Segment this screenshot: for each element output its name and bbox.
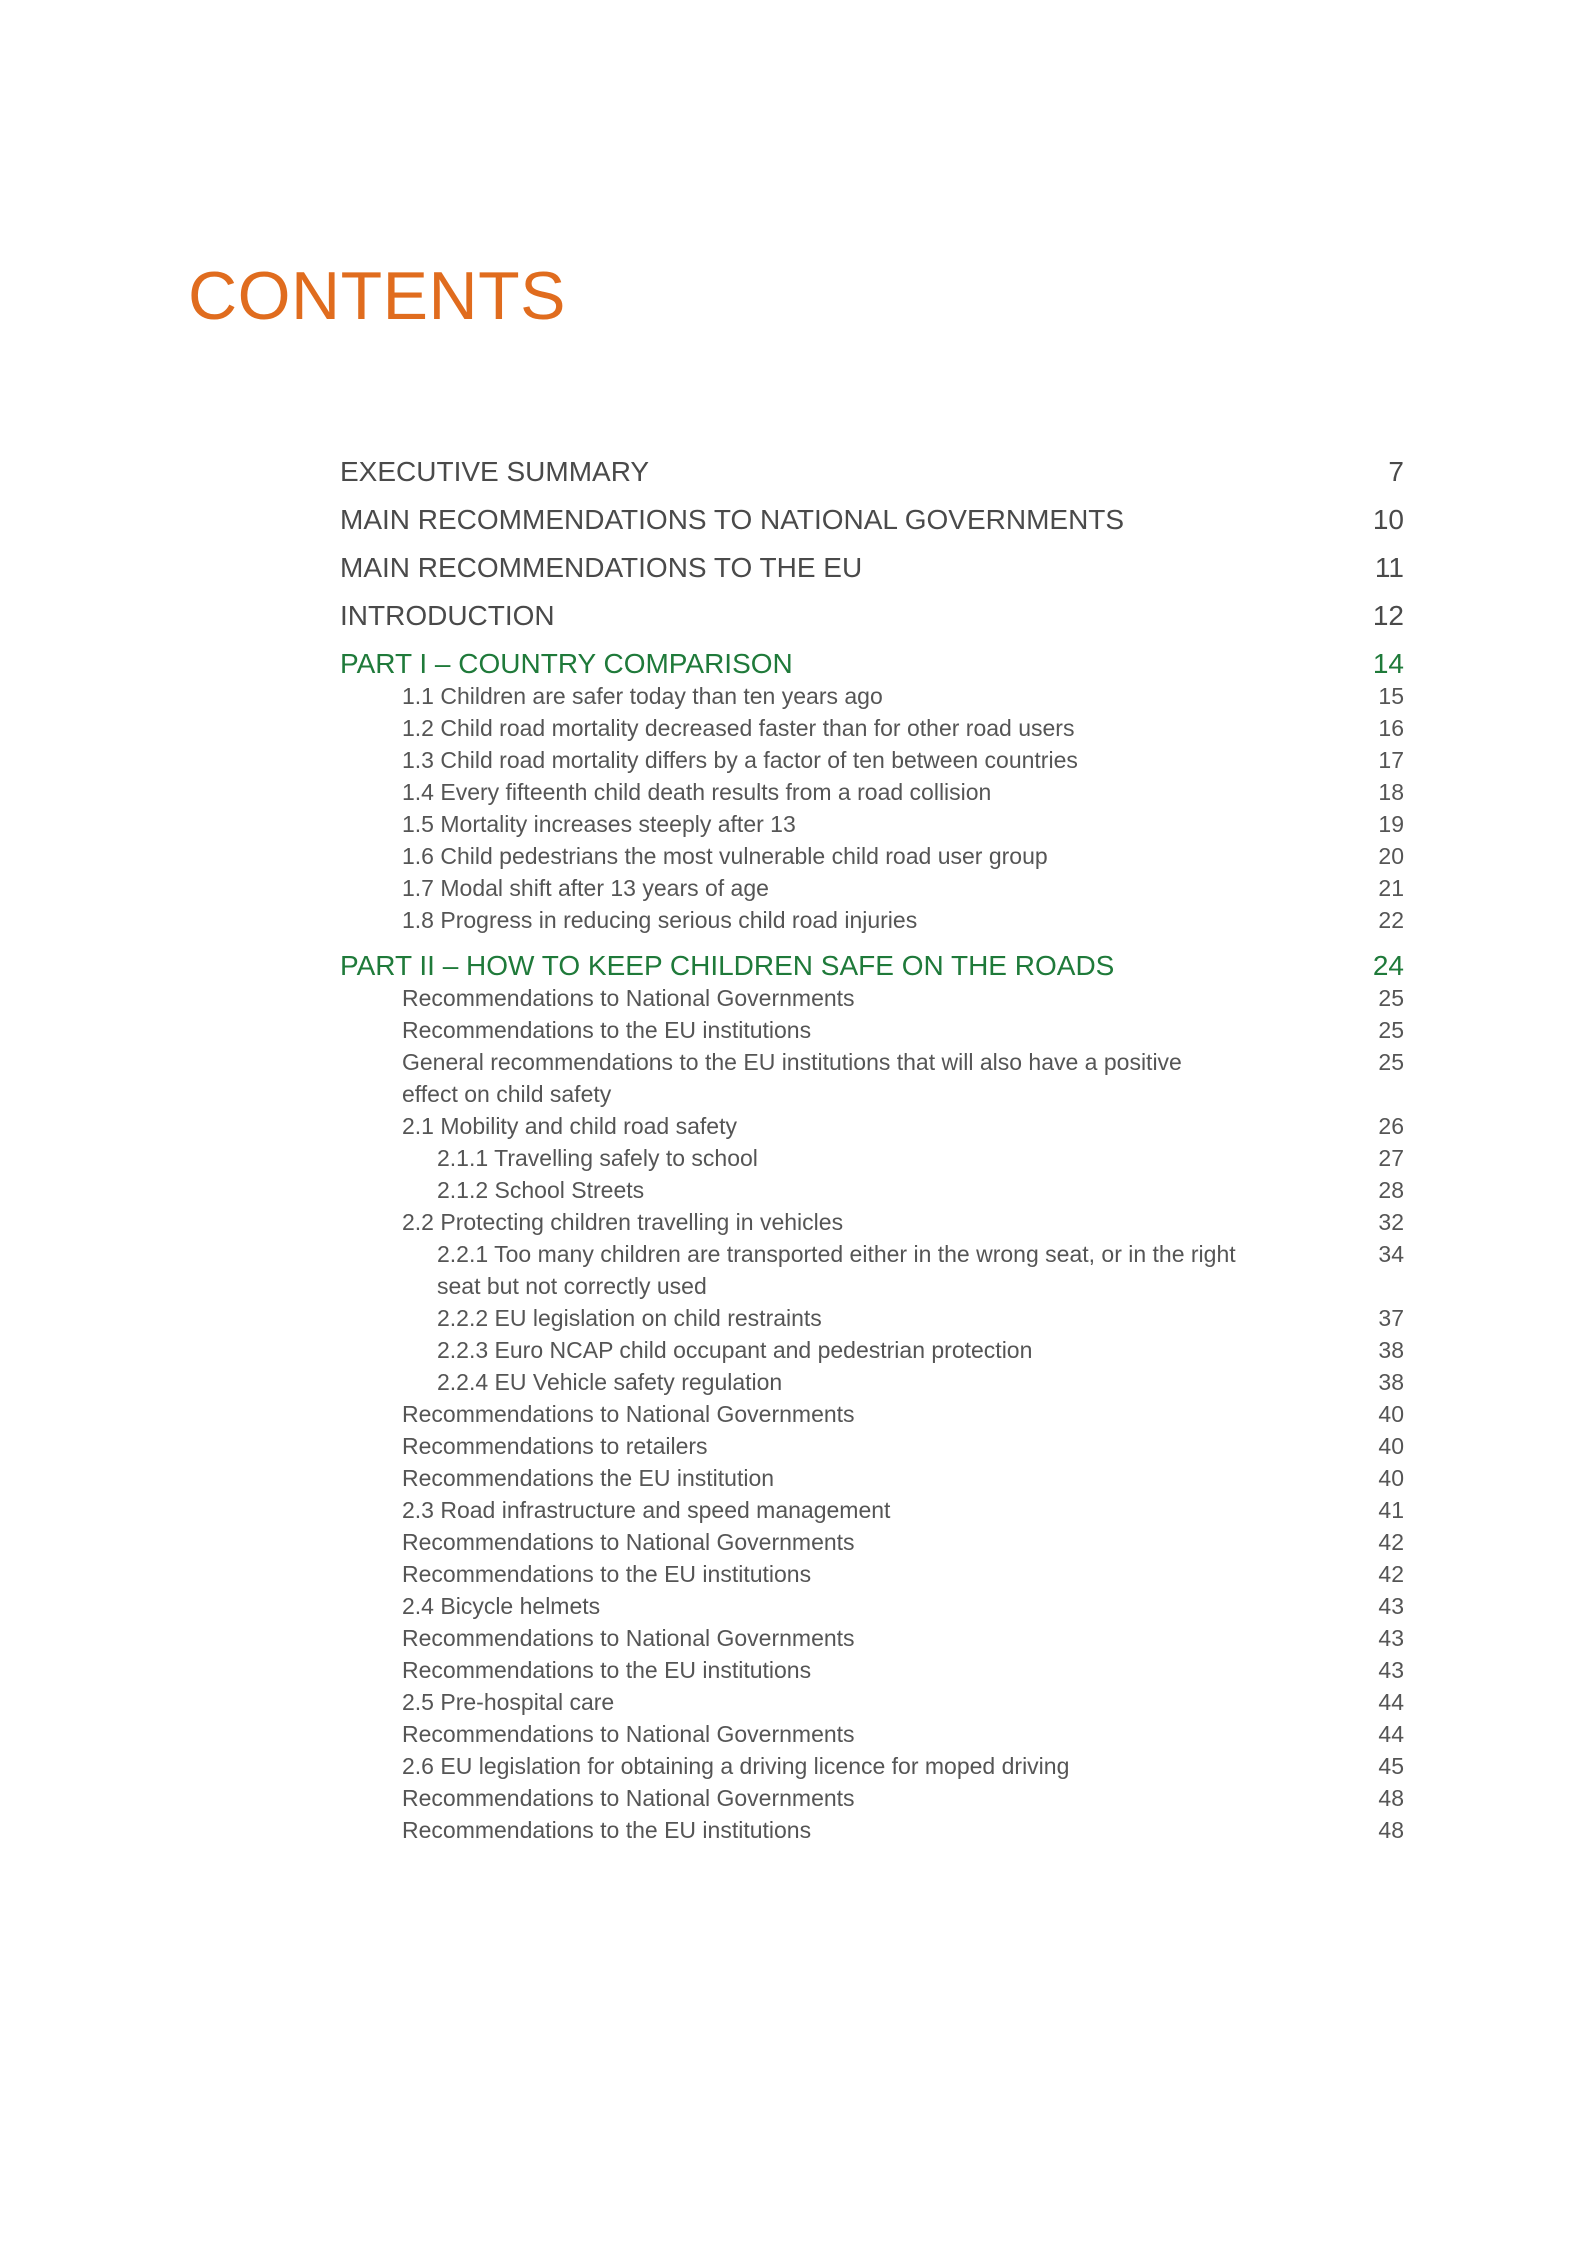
toc-entry-label: Recommendations to the EU institutions [402, 1017, 812, 1043]
toc-entry-label: Recommendations to the EU institutions [402, 1561, 812, 1587]
toc-entry[interactable] [340, 908, 1404, 952]
toc-entry-page-number: 25 [1378, 985, 1404, 1011]
toc-entry-page-number: 26 [1378, 1113, 1404, 1139]
toc-entry-label: 2.1 Mobility and child road safety [402, 1113, 737, 1139]
toc-entry-page-number: 40 [1378, 1465, 1404, 1491]
toc-entry-label: Recommendations to National Governments [402, 1625, 855, 1651]
toc-entry-page-number: 40 [1378, 1401, 1404, 1427]
toc-entry-page-number: 14 [1372, 648, 1404, 679]
toc-entry[interactable] [340, 1242, 1404, 1306]
toc-entry-page-number: 19 [1378, 811, 1404, 837]
toc-entry-page-number: 40 [1378, 1433, 1404, 1459]
toc-entry-label: 1.3 Child road mortality differs by a factor of ten between countries [402, 747, 1078, 773]
toc-entry-page-number: 42 [1378, 1561, 1404, 1587]
toc-entry-label: 1.4 Every fifteenth child death results from a road collision [402, 779, 992, 805]
toc-entry-label: Recommendations to National Governments [402, 1401, 855, 1427]
toc-entry-page-number: 27 [1378, 1145, 1404, 1171]
toc-entry-page-number: 11 [1374, 552, 1404, 583]
toc-entry-page-number: 43 [1378, 1593, 1404, 1619]
toc-entry-label: 2.4 Bicycle helmets [402, 1593, 601, 1619]
toc-entry-page-number: 25 [1378, 1049, 1404, 1075]
toc-entry-page-number: 37 [1378, 1305, 1404, 1331]
toc-entry-label: 2.3 Road infrastructure and speed management [402, 1497, 891, 1523]
toc-entry-label: 2.2.1 Too many children are transported either in the wrong seat, or in the right seat but not correctly used [437, 1241, 1236, 1299]
toc-entry-label: Recommendations to National Governments [402, 1529, 855, 1555]
toc-entry-label: Recommendations to National Governments [402, 1785, 855, 1811]
toc-entry-page-number: 32 [1378, 1209, 1404, 1235]
toc-entry-label: MAIN RECOMMENDATIONS TO NATIONAL GOVERNMENTS [340, 504, 1125, 535]
toc-entry-label: 2.2.2 EU legislation on child restraints [437, 1305, 822, 1331]
toc-entry-page-number: 12 [1372, 600, 1404, 631]
toc-entry-label: 2.2.3 Euro NCAP child occupant and pedestrian protection [437, 1337, 1033, 1363]
toc-entry-label: General recommendations to the EU institutions that will also have a positive effect on child safety [402, 1049, 1182, 1107]
toc-entry-label: 1.6 Child pedestrians the most vulnerable child road user group [402, 843, 1048, 869]
toc-entry-label: INTRODUCTION [340, 600, 555, 631]
toc-entry-label: Recommendations to retailers [402, 1433, 708, 1459]
toc-entry-page-number: 45 [1378, 1753, 1404, 1779]
toc-entry[interactable] [340, 602, 1404, 650]
toc-entry-page-number: 28 [1378, 1177, 1404, 1203]
toc-entry-page-number: 48 [1378, 1785, 1404, 1811]
toc-entry-label: 2.6 EU legislation for obtaining a driving licence for moped driving [402, 1753, 1070, 1779]
toc-entry-label: 1.1 Children are safer today than ten years ago [402, 683, 883, 709]
toc-entry-page-number: 43 [1378, 1657, 1404, 1683]
toc-entry-label: 1.2 Child road mortality decreased faster than for other road users [402, 715, 1075, 741]
toc-entry-page-number: 43 [1378, 1625, 1404, 1651]
toc-entry-label: 1.8 Progress in reducing serious child road injuries [402, 907, 918, 933]
toc-entry[interactable] [340, 1050, 1404, 1114]
toc-entry-page-number: 34 [1378, 1241, 1404, 1267]
toc-entry-page-number: 25 [1378, 1017, 1404, 1043]
toc-entry-page-number: 24 [1372, 950, 1404, 981]
toc-entry-label: Recommendations the EU institution [402, 1465, 775, 1491]
toc-entry[interactable] [340, 650, 1404, 684]
toc-entry-page-number: 7 [1388, 456, 1404, 487]
toc-entry-page-number: 41 [1378, 1497, 1404, 1523]
toc-entry-label: 1.5 Mortality increases steeply after 13 [402, 811, 796, 837]
toc-entry-page-number: 38 [1378, 1369, 1404, 1395]
toc-entry-label: PART II – HOW TO KEEP CHILDREN SAFE ON THE ROADS [340, 950, 1115, 981]
toc-entry-page-number: 44 [1378, 1721, 1404, 1747]
table-of-contents [340, 458, 1404, 1850]
toc-entry-label: Recommendations to the EU institutions [402, 1657, 812, 1683]
toc-entry-page-number: 42 [1378, 1529, 1404, 1555]
toc-entry-page-number: 10 [1372, 504, 1404, 535]
toc-entry-page-number: 16 [1378, 715, 1404, 741]
toc-entry[interactable] [340, 458, 1404, 506]
toc-entry-page-number: 21 [1378, 875, 1404, 901]
toc-entry-label: Recommendations to the EU institutions [402, 1817, 812, 1843]
toc-entry-page-number: 15 [1378, 683, 1404, 709]
toc-entry-page-number: 44 [1378, 1689, 1404, 1715]
toc-entry-page-number: 17 [1378, 747, 1404, 773]
toc-entry-label: 2.1.2 School Streets [437, 1177, 645, 1203]
toc-entry-page-number: 18 [1378, 779, 1404, 805]
toc-entry-label: 2.5 Pre-hospital care [402, 1689, 615, 1715]
toc-entry-page-number: 38 [1378, 1337, 1404, 1363]
toc-entry-label: 1.7 Modal shift after 13 years of age [402, 875, 769, 901]
page-title: CONTENTS [188, 258, 566, 334]
toc-entry[interactable] [340, 554, 1404, 602]
toc-entry-page-number: 20 [1378, 843, 1404, 869]
toc-entry-label: 2.1.1 Travelling safely to school [437, 1145, 758, 1171]
toc-entry-label: MAIN RECOMMENDATIONS TO THE EU [340, 552, 863, 583]
toc-entry-page-number: 22 [1378, 907, 1404, 933]
toc-entry-label: 2.2 Protecting children travelling in vehicles [402, 1209, 844, 1235]
toc-entry-label: EXECUTIVE SUMMARY [340, 456, 650, 487]
toc-entry[interactable] [340, 1818, 1404, 1850]
toc-entry-label: PART I – COUNTRY COMPARISON [340, 648, 793, 679]
toc-entry-label: Recommendations to National Governments [402, 1721, 855, 1747]
toc-entry-label: Recommendations to National Governments [402, 985, 855, 1011]
toc-entry[interactable] [340, 506, 1404, 554]
toc-entry-page-number: 48 [1378, 1817, 1404, 1843]
toc-entry[interactable] [340, 952, 1404, 986]
toc-entry-label: 2.2.4 EU Vehicle safety regulation [437, 1369, 783, 1395]
